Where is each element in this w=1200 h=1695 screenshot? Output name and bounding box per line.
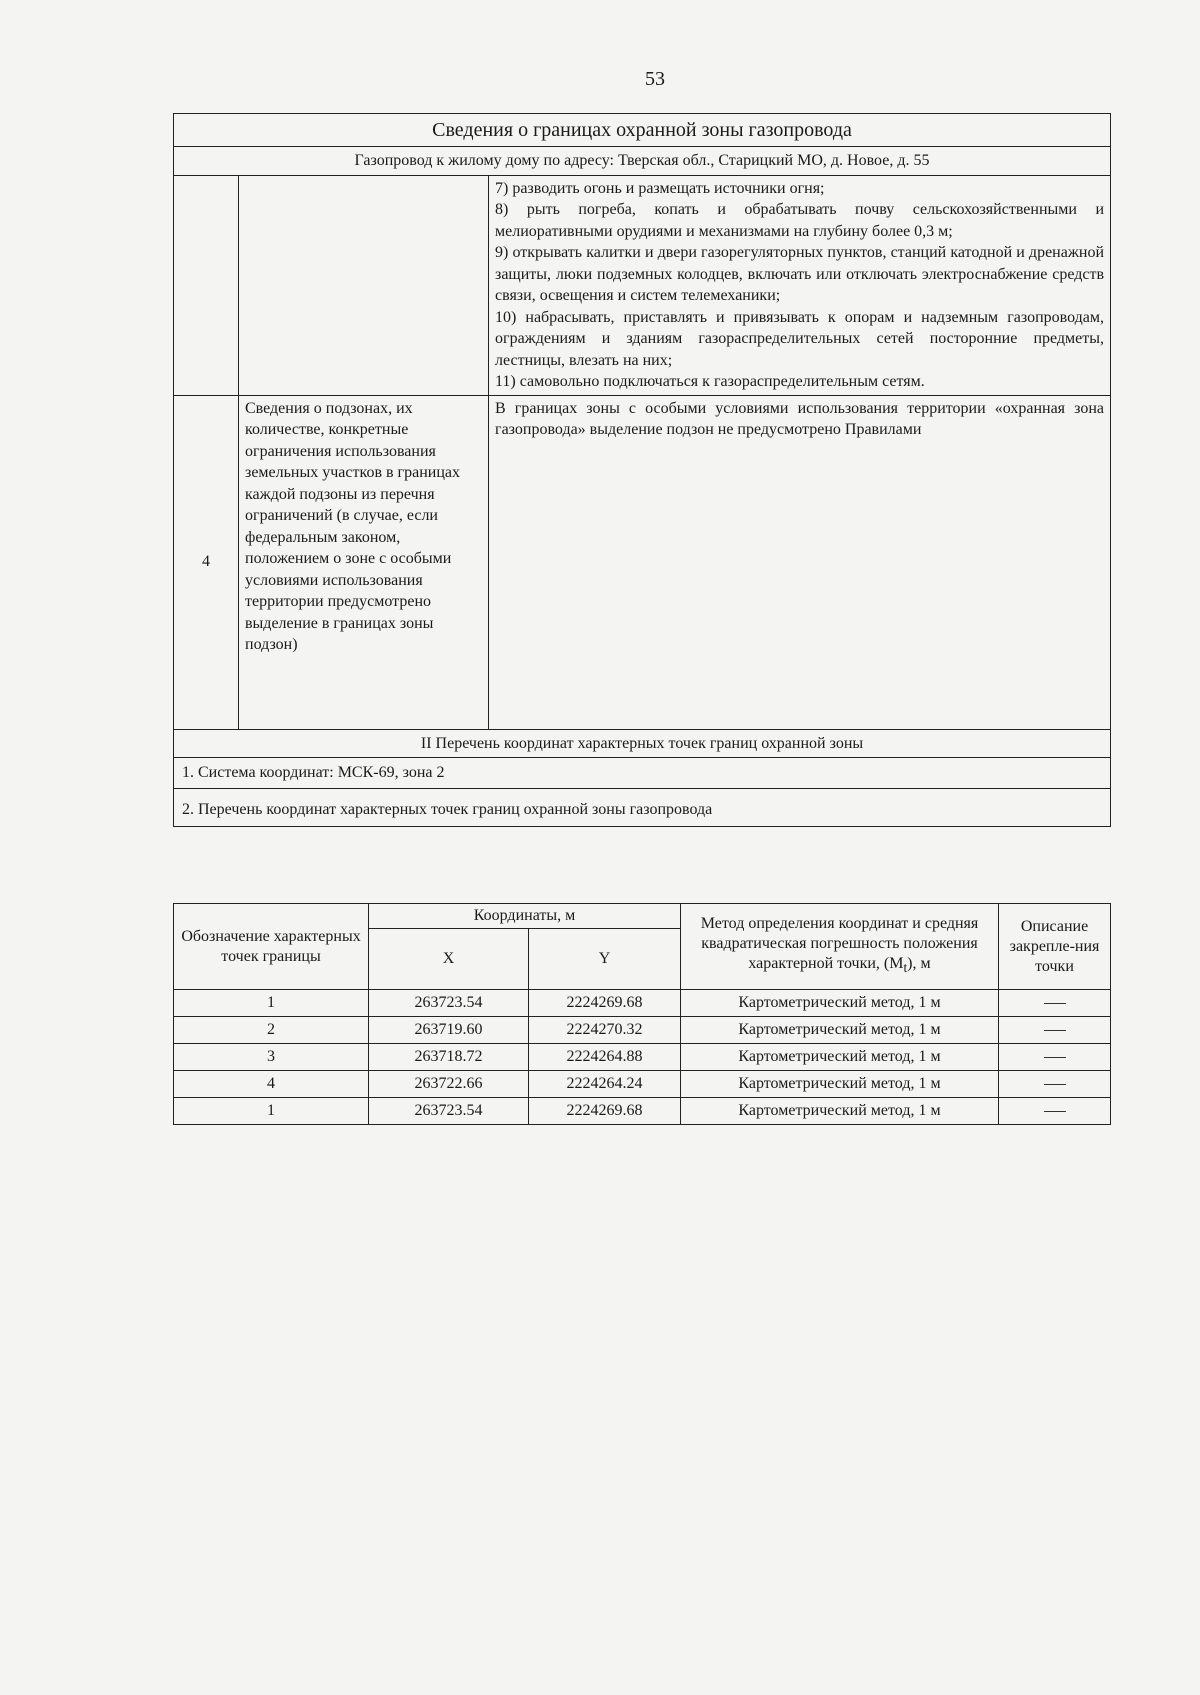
empty-num-cell xyxy=(174,175,239,395)
header-method-sub: t xyxy=(903,960,908,976)
table-row xyxy=(174,990,1111,1017)
dash-mark xyxy=(1044,1057,1066,1058)
x-cell: 263723.54 xyxy=(369,1098,529,1125)
dash-mark xyxy=(1044,1084,1066,1085)
y-cell: 2224264.88 xyxy=(529,1044,681,1071)
restriction-item: 7) разводить огонь и размещать источники огня; xyxy=(495,179,825,197)
x-cell: 263722.66 xyxy=(369,1071,529,1098)
desc-cell xyxy=(999,1044,1111,1071)
restriction-item: 11) самовольно подключаться к газораспределительным сетям. xyxy=(495,373,925,390)
coord-system: 1. Система координат: МСК-69, зона 2 xyxy=(174,758,1111,789)
list-title-row xyxy=(174,788,1111,827)
table-subtitle: Газопровод к жилому дому по адресу: Тверская обл., Старицкий МО, д. Новое, д. 55 xyxy=(174,147,1111,176)
zone-info-table xyxy=(173,113,1111,827)
desc-cell xyxy=(999,1098,1111,1125)
header-x: X xyxy=(369,929,529,990)
coord-list-title: 2. Перечень координат характерных точек границ охранной зоны газопровода xyxy=(174,788,1111,827)
point-cell: 4 xyxy=(174,1071,369,1098)
point-cell: 1 xyxy=(174,1098,369,1125)
title-row xyxy=(174,114,1111,147)
header-y: Y xyxy=(529,929,681,990)
y-cell: 2224269.68 xyxy=(529,990,681,1017)
table-row xyxy=(174,1071,1111,1098)
page-number: 53 xyxy=(645,68,665,90)
header-method-main: Метод определения координат и средняя квадратическая погрешность положения характерной точки, (M xyxy=(700,915,979,973)
header-method-end: ), м xyxy=(907,955,931,973)
row-value: В границах зоны с особыми условиями использования территории «охранная зона газопровода» выделение подзон не предусмотрено Правилами xyxy=(489,395,1111,729)
point-cell: 1 xyxy=(174,990,369,1017)
y-cell: 2224269.68 xyxy=(529,1098,681,1125)
row-label: Сведения о подзонах, их количестве, конкретные ограничения использования земельных участков в границах каждой подзоны из перечня ограничений (в случае, если федеральным законом, положением о зоне с особыми условиями использования территории предусмотрено выделение в границах зоны подзон) xyxy=(239,395,489,729)
table-title: Сведения о границах охранной зоны газопровода xyxy=(174,114,1111,147)
restriction-item: 8) рыть погреба, копать и обрабатывать почву сельскохозяйственными и мелиоративными орудиями и механизмами на глубину более 0,3 м; xyxy=(495,201,1105,240)
table-row xyxy=(174,1044,1111,1071)
empty-label-cell xyxy=(239,175,489,395)
dash-mark xyxy=(1044,1030,1066,1031)
method-cell: Картометрический метод, 1 м xyxy=(681,1098,999,1125)
x-cell: 263718.72 xyxy=(369,1044,529,1071)
method-cell: Картометрический метод, 1 м xyxy=(681,1071,999,1098)
restrictions-continued-row xyxy=(174,175,1111,395)
method-cell: Картометрический метод, 1 м xyxy=(681,1044,999,1071)
y-cell: 2224264.24 xyxy=(529,1071,681,1098)
dash-mark xyxy=(1044,1003,1066,1004)
x-cell: 263719.60 xyxy=(369,1017,529,1044)
section2-title: II Перечень координат характерных точек границ охранной зоны xyxy=(174,729,1111,758)
subtitle-row xyxy=(174,147,1111,176)
point-cell: 3 xyxy=(174,1044,369,1071)
restriction-item: 10) набрасывать, приставлять и привязывать к опорам и надземным газопроводам, ограждениям и зданиям газораспределительных сетей посторонние предметы, лестницы, влезать на них; xyxy=(495,308,1105,369)
header-point: Обозначение характерных точек границы xyxy=(174,904,369,990)
coord-system-row xyxy=(174,758,1111,789)
coord-header-row-1 xyxy=(174,904,1111,929)
row-4 xyxy=(174,395,1111,729)
dash-mark xyxy=(1044,1111,1066,1112)
x-cell: 263723.54 xyxy=(369,990,529,1017)
coordinates-table xyxy=(173,903,1111,1125)
point-cell: 2 xyxy=(174,1017,369,1044)
table-row xyxy=(174,1017,1111,1044)
restriction-item: 9) открывать калитки и двери газорегуляторных пунктов, станций катодной и дренажной защиты, люки подземных колодцев, включать или отключать электроснабжение средств связи, освещения и систем телемеханики; xyxy=(495,244,1105,304)
restrictions-cell xyxy=(489,175,1111,395)
header-coords: Координаты, м xyxy=(369,904,681,929)
header-method xyxy=(681,904,999,990)
method-cell: Картометрический метод, 1 м xyxy=(681,1017,999,1044)
desc-cell xyxy=(999,1017,1111,1044)
desc-cell xyxy=(999,1071,1111,1098)
section2-title-row xyxy=(174,729,1111,758)
method-cell: Картометрический метод, 1 м xyxy=(681,990,999,1017)
y-cell: 2224270.32 xyxy=(529,1017,681,1044)
row-number: 4 xyxy=(174,395,239,729)
header-desc: Описание закрепле-ния точки xyxy=(999,904,1111,990)
table-row xyxy=(174,1098,1111,1125)
desc-cell xyxy=(999,990,1111,1017)
